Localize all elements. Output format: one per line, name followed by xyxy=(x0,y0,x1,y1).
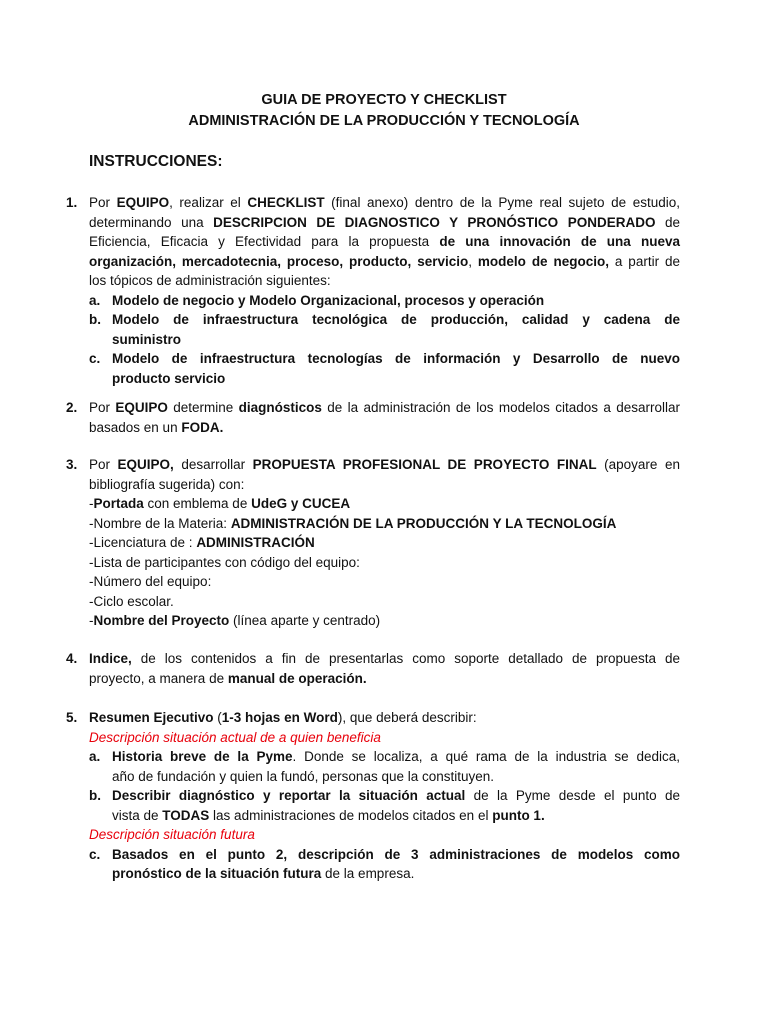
sub-item-letter: a. xyxy=(89,749,101,764)
list-line-materia: -Nombre de la Materia: ADMINISTRACIÓN DE LA PRODUCCIÓN Y LA TECNOLOGÍA xyxy=(89,515,617,531)
list-line-portada: -Portada con emblema de UdeG y CUCEA xyxy=(89,496,351,511)
item-line: basados en un FODA. xyxy=(89,419,224,435)
instruction-item-5 xyxy=(66,708,680,884)
list-line-participantes: -Lista de participantes con código del equipo: xyxy=(89,554,360,570)
item-line: Por EQUIPO determine diagnósticos de la administración de los modelos citados a desarrollar xyxy=(89,400,680,415)
item-line: Por EQUIPO, realizar el CHECKLIST (final anexo) dentro de la Pyme real sujeto de estudio, xyxy=(89,195,681,210)
sub-item-a: a. Modelo de negocio y Modelo Organizacional, procesos y operación xyxy=(89,291,680,311)
item-line: Resumen Ejecutivo (1-3 hojas en Word), que deberá describir: xyxy=(89,710,477,725)
sub-item-letter: b. xyxy=(89,312,101,327)
item-line: Por EQUIPO, desarrollar PROPUESTA PROFESIONAL DE PROYECTO FINAL (apoyare en xyxy=(89,457,680,472)
sub-item-letter: b. xyxy=(89,788,101,803)
list-line-numero-equipo: -Número del equipo: xyxy=(89,574,212,589)
instructions-heading: INSTRUCCIONES: xyxy=(89,153,223,170)
item-line: bibliografía sugerida) con: xyxy=(89,476,245,492)
instruction-item-2 xyxy=(66,398,680,437)
sub-item-letter: c. xyxy=(89,846,101,862)
sub-item-b: b. Describir diagnóstico y reportar la situación actual de la Pyme desde el punto de vista de TODAS las administraciones de modelos citados en el punto 1. xyxy=(89,788,680,823)
item-number: 3. xyxy=(66,457,78,472)
sub-item-b: b. Modelo de infraestructura tecnológica de producción, calidad y cadena de suministro xyxy=(89,312,680,347)
sub-item-c: c. Basados en el punto 2, descripción de 3 administraciones de modelos como pronóstico de la situación futura de la empresa. xyxy=(89,846,680,881)
item-line: los tópicos de administración siguientes: xyxy=(89,273,331,288)
item-line: organización, mercadotecnia, proceso, producto, servicio, modelo de negocio, a partir de xyxy=(89,253,680,269)
instruction-item-3 xyxy=(66,455,680,631)
list-line-ciclo: -Ciclo escolar. xyxy=(89,593,174,609)
item-number: 5. xyxy=(66,710,78,725)
list-line-licenciatura: -Licenciatura de : ADMINISTRACIÓN xyxy=(89,535,315,550)
section-label-future: Descripción situación futura xyxy=(89,827,255,842)
sub-item-letter: c. xyxy=(89,351,101,366)
item-line: Eficiencia, Eficacia y Efectividad para la propuesta de una innovación de una nueva xyxy=(89,234,680,249)
item-number: 4. xyxy=(66,651,78,666)
item-number: 1. xyxy=(66,195,78,210)
document-subtitle: ADMINISTRACIÓN DE LA PRODUCCIÓN Y TECNOLOGÍA xyxy=(188,113,580,129)
item-line: Indice, de los contenidos a fin de presentarlas como soporte detallado de propuesta de xyxy=(89,651,680,666)
item-number: 2. xyxy=(66,400,78,415)
document-title: GUIA DE PROYECTO Y CHECKLIST xyxy=(261,92,507,108)
list-line-nombre-proyecto: -Nombre del Proyecto (línea aparte y centrado) xyxy=(89,613,381,628)
instruction-item-4 xyxy=(66,649,680,688)
sub-item-c: c. Modelo de infraestructura tecnologías de información y Desarrollo de nuevo producto servicio xyxy=(89,351,680,386)
item-line: determinando una DESCRIPCION DE DIAGNOSTICO Y PRONÓSTICO PONDERADO de xyxy=(89,214,680,230)
sub-item-a: a. Historia breve de la Pyme. Donde se localiza, a qué rama de la industria se dedica, año de fundación y quien la fundó, personas que la constituyen. xyxy=(89,749,681,784)
sub-item-letter: a. xyxy=(89,292,101,308)
instruction-item-1 xyxy=(66,193,680,388)
section-label-current: Descripción situación actual de a quien beneficia xyxy=(89,729,381,745)
item-line: proyecto, a manera de manual de operación. xyxy=(89,670,367,686)
